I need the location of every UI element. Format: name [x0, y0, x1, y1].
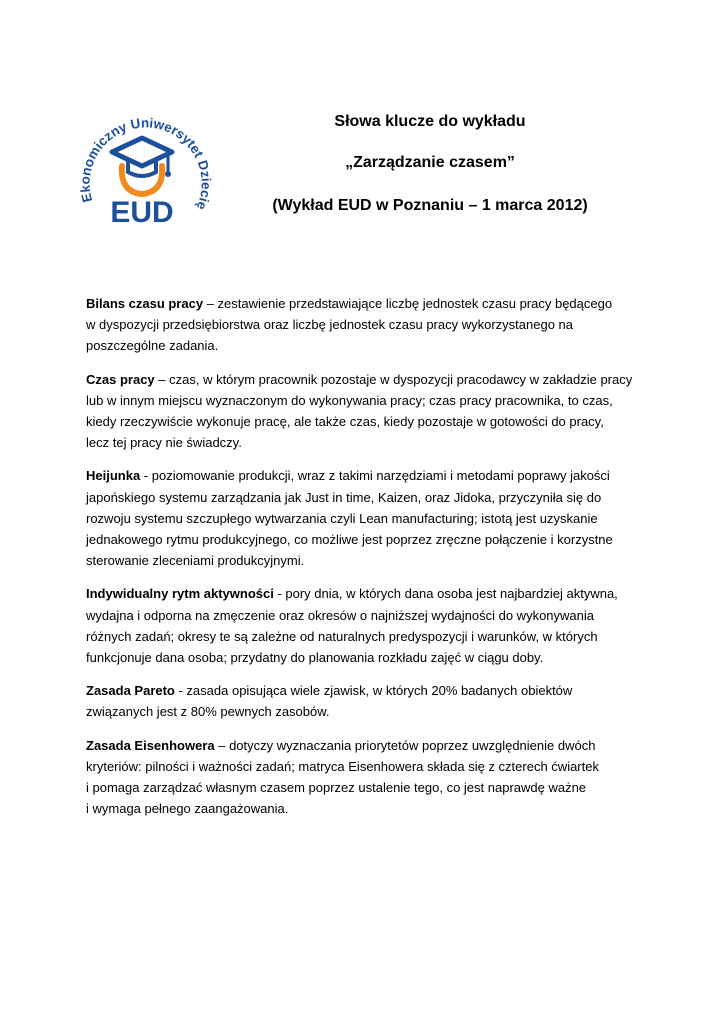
definition-entry	[86, 735, 646, 820]
definition-term: Czas pracy	[86, 371, 155, 387]
title-line-1: Słowa klucze do wykładu	[334, 113, 526, 130]
definition-term: Indywidualny rytm aktywności	[86, 586, 274, 602]
title-line-2: „Zarządzanie czasem”	[345, 154, 515, 171]
definition-entry	[86, 680, 646, 722]
definition-text-line: - pory dnia, w których dana osoba jest najbardziej aktywna,	[273, 586, 618, 602]
definition-text-line: kryteriów: pilności i ważności zadań; matryca Eisenhowera składa się z czterech ćwiartek	[86, 758, 599, 774]
logo-letters: EUD	[110, 196, 174, 229]
definition-entry	[86, 369, 646, 454]
definition-text-line: wydajna i odporna na zmęczenie oraz okresów o najniższej wydajności do wykonywania	[86, 607, 594, 623]
definition-entry	[86, 465, 646, 571]
definition-text-line: jednakowego rytmu produkcyjnego, co możliwe jest poprzez zręczne połączenie i korzystne	[86, 532, 613, 548]
definition-term: Zasada Pareto	[86, 683, 175, 699]
definition-text-line: – czas, w którym pracownik pozostaje w dyspozycji pracodawcy w zakładzie pracy	[154, 371, 633, 387]
definition-text-line: w dyspozycji przedsiębiorstwa oraz liczbę jednostek czasu pracy wykorzystanego na	[86, 317, 573, 333]
definition-text-line: różnych zadań; okresy te są zależne od naturalnych predyspozycji i warunków, w których	[86, 628, 598, 644]
definition-text-line: rozwoju systemu szczupłego wytwarzania czyli Lean manufacturing; istotą jest uzyskanie	[86, 510, 598, 526]
graduation-cap-icon	[112, 138, 172, 166]
definition-text-line: poszczególne zadania.	[86, 338, 219, 354]
definition-entry	[86, 583, 646, 668]
definition-text-line: i wymaga pełnego zaangażowania.	[86, 801, 289, 817]
definition-term: Zasada Eisenhowera	[86, 737, 215, 753]
definition-entry	[86, 293, 646, 357]
definition-text-line: funkcjonuje dana osoba; przydatny do planowania rozkładu zajęć w ciągu doby.	[86, 650, 544, 666]
definition-term: Bilans czasu pracy	[86, 296, 204, 311]
eud-logo	[76, 100, 216, 230]
definition-text-line: sterowanie zleceniami produkcyjnymi.	[86, 553, 305, 569]
definition-text-line: – zestawienie przedstawiające liczbę jednostek czasu pracy będącego	[203, 296, 613, 311]
definitions-list	[86, 293, 646, 831]
definition-term: Heijunka	[86, 468, 141, 484]
definition-text-line: i pomaga zarządzać własnym czasem poprzez ustalenie tego, co jest naprawdę ważne	[86, 780, 587, 796]
definition-text-line: japońskiego systemu zarządzania jak Just in time, Kaizen, oraz Jidoka, przyczyniła się do	[86, 489, 602, 505]
logo-arc-text: Ekonomiczny Uniwersytet Dziecię	[77, 115, 214, 213]
definition-text-line: związanych jest z 80% pewnych zasobów.	[86, 704, 330, 720]
definition-text-line: - poziomowanie produkcji, wraz z takimi narzędziami i metodami poprawy jakości	[140, 468, 610, 484]
eud-logo-graphic	[76, 100, 216, 230]
definition-text-line: – dotyczy wyznaczania priorytetów poprzez uwzględnienie dwóch	[214, 737, 596, 753]
definition-text-line: lub w innym miejscu wyznaczonym do wykonywania pracy; czas pracy pracownika, to czas,	[86, 392, 613, 408]
definition-text-line: kiedy rzeczywiście wykonuje pracę, ale także czas, kiedy pozostaje w gotowości do pracy,	[86, 414, 604, 430]
title-line-3: (Wykład EUD w Poznaniu – 1 marca 2012)	[272, 197, 588, 214]
definition-text-line: - zasada opisująca wiele zjawisk, w których 20% badanych obiektów	[174, 683, 573, 699]
definition-text-line: lecz tej pracy nie świadczy.	[86, 435, 242, 451]
